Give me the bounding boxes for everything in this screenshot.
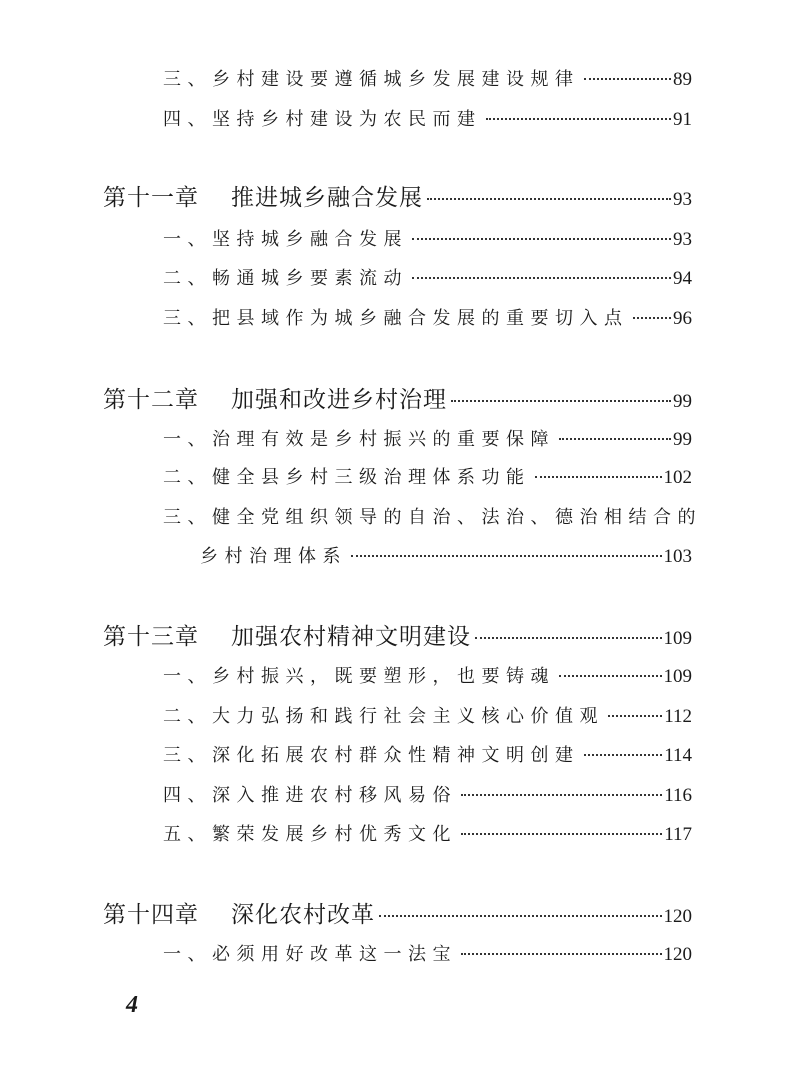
entry-page-number: 89 bbox=[673, 69, 692, 90]
entry-title: 加强和改进乡村治理 bbox=[231, 387, 447, 413]
entry-page-number: 103 bbox=[663, 546, 692, 567]
toc-section-entry bbox=[163, 662, 692, 692]
dot-leader bbox=[633, 317, 672, 319]
entry-title: 五、繁荣发展乡村优秀文化 bbox=[163, 824, 457, 845]
entry-title: 一、必须用好改革这一法宝 bbox=[163, 944, 457, 965]
dot-leader bbox=[608, 715, 662, 717]
dot-leader bbox=[584, 754, 663, 756]
entry-title: 推进城乡融合发展 bbox=[231, 185, 423, 211]
entry-title: 四、坚持乡村建设为农民而建 bbox=[163, 109, 482, 130]
toc-chapter-entry bbox=[103, 183, 692, 213]
toc-chapter-entry bbox=[103, 900, 692, 930]
toc-section-entry bbox=[163, 304, 692, 334]
entry-title: 四、深入推进农村移风易俗 bbox=[163, 785, 457, 806]
entry-title: 二、畅通城乡要素流动 bbox=[163, 268, 408, 289]
page-number: 4 bbox=[126, 992, 138, 1018]
entry-page-number: 99 bbox=[673, 391, 692, 412]
toc-section-entry bbox=[163, 463, 692, 493]
dot-leader bbox=[412, 238, 671, 240]
toc-section-entry bbox=[163, 425, 692, 455]
dot-leader bbox=[461, 953, 662, 955]
entry-page-number: 109 bbox=[663, 628, 692, 649]
entry-title: 乡村治理体系 bbox=[200, 546, 347, 567]
toc-section-entry bbox=[163, 503, 702, 533]
toc-section-entry bbox=[163, 702, 692, 732]
dot-leader bbox=[412, 277, 671, 279]
dot-leader bbox=[584, 78, 672, 80]
dot-leader bbox=[475, 637, 662, 639]
chapter-number: 第十四章 bbox=[103, 902, 199, 928]
toc-section-entry bbox=[163, 781, 692, 811]
entry-title: 三、健全党组织领导的自治、法治、德治相结合的 bbox=[163, 507, 702, 528]
dot-leader bbox=[486, 118, 672, 120]
entry-page-number: 99 bbox=[673, 429, 692, 450]
entry-title: 二、健全县乡村三级治理体系功能 bbox=[163, 467, 531, 488]
dot-leader bbox=[351, 555, 662, 557]
entry-page-number: 114 bbox=[664, 745, 692, 766]
chapter-number: 第十二章 bbox=[103, 387, 199, 413]
chapter-number: 第十三章 bbox=[103, 624, 199, 650]
dot-leader bbox=[461, 794, 662, 796]
toc-chapter-entry bbox=[103, 622, 692, 652]
toc-section-entry bbox=[163, 225, 692, 255]
toc-section-entry bbox=[163, 65, 692, 95]
chapter-number: 第十一章 bbox=[103, 185, 199, 211]
entry-page-number: 120 bbox=[663, 906, 692, 927]
dot-leader bbox=[461, 833, 662, 835]
entry-page-number: 94 bbox=[673, 268, 692, 289]
dot-leader bbox=[427, 198, 671, 200]
toc-section-entry bbox=[200, 542, 692, 572]
dot-leader bbox=[451, 400, 671, 402]
entry-page-number: 96 bbox=[673, 308, 692, 329]
entry-title: 一、乡村振兴，既要塑形，也要铸魂 bbox=[163, 666, 555, 687]
entry-title: 二、大力弘扬和践行社会主义核心价值观 bbox=[163, 706, 604, 727]
toc-section-entry bbox=[163, 741, 692, 771]
entry-page-number: 117 bbox=[664, 824, 692, 845]
entry-page-number: 109 bbox=[663, 666, 692, 687]
entry-title: 一、治理有效是乡村振兴的重要保障 bbox=[163, 429, 555, 450]
entry-page-number: 116 bbox=[664, 785, 692, 806]
entry-page-number: 93 bbox=[673, 229, 692, 250]
entry-title: 加强农村精神文明建设 bbox=[231, 624, 471, 650]
dot-leader bbox=[559, 675, 662, 677]
toc-section-entry bbox=[163, 940, 692, 970]
toc-section-entry bbox=[163, 820, 692, 850]
entry-page-number: 102 bbox=[663, 467, 692, 488]
entry-page-number: 120 bbox=[663, 944, 692, 965]
toc-section-entry bbox=[163, 105, 692, 135]
toc-chapter-entry bbox=[103, 385, 692, 415]
entry-title: 一、坚持城乡融合发展 bbox=[163, 229, 408, 250]
entry-page-number: 112 bbox=[664, 706, 692, 727]
entry-title: 三、深化拓展农村群众性精神文明创建 bbox=[163, 745, 580, 766]
dot-leader bbox=[559, 438, 671, 440]
entry-page-number: 93 bbox=[673, 189, 692, 210]
entry-title: 三、把县域作为城乡融合发展的重要切入点 bbox=[163, 308, 629, 329]
dot-leader bbox=[379, 915, 662, 917]
entry-page-number: 91 bbox=[673, 109, 692, 130]
dot-leader bbox=[535, 476, 662, 478]
toc-section-entry bbox=[163, 264, 692, 294]
entry-title: 三、乡村建设要遵循城乡发展建设规律 bbox=[163, 69, 580, 90]
entry-title: 深化农村改革 bbox=[231, 902, 375, 928]
